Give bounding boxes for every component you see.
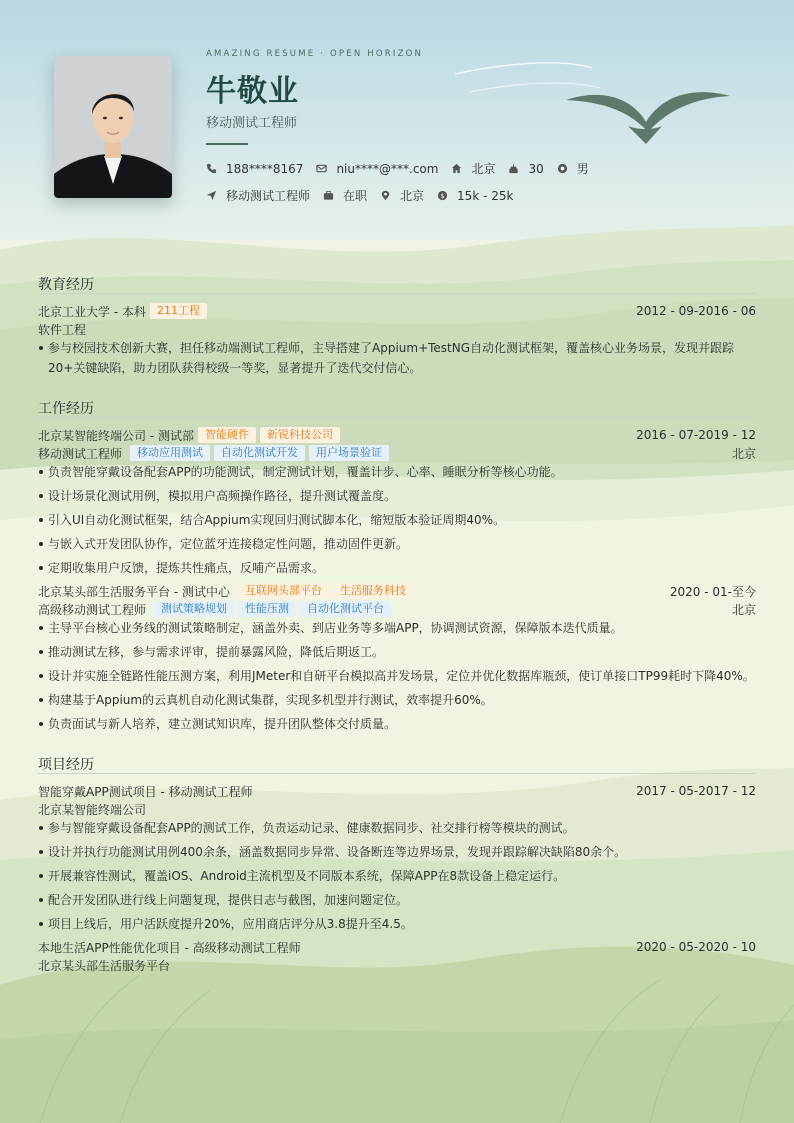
skill-tag: 移动应用测试 (130, 445, 210, 461)
project-org: 北京某头部生活服务平台 (38, 958, 171, 973)
target-role-text: 移动测试工程师 (226, 189, 311, 203)
project-name: 智能穿戴APP测试项目 - 移动测试工程师 (38, 784, 253, 799)
hometown-item (451, 160, 495, 177)
job-period: 2016 - 07-2019 - 12 (636, 428, 756, 442)
age-text: 30 (528, 161, 544, 176)
briefcase-icon (323, 190, 334, 201)
salary-text: 15k - 25k (457, 188, 514, 203)
resume-tagline: AMAZING RESUME · OPEN HORIZON (206, 49, 424, 59)
job-city: 北京 (731, 446, 756, 461)
email-text: niu****@***.com (336, 161, 439, 176)
project-bullet: 设计并执行功能测试用例400余条，涵盖数据同步异常、设备断连等边界场景，发现并跟踪解决缺陷80余个。 (38, 842, 756, 862)
job-bullet: 与嵌入式开发团队协作，定位蓝牙连接稳定性问题，推动固件更新。 (38, 534, 756, 554)
job-intent-row (206, 187, 526, 204)
status-text: 在职 (343, 189, 368, 203)
skill-tag: 用户场景验证 (309, 445, 389, 461)
contact-info-row (206, 160, 602, 177)
gender-item (557, 160, 589, 177)
phone-item (206, 162, 303, 176)
project-period: 2017 - 05-2017 - 12 (636, 784, 756, 798)
project-header-row (38, 938, 756, 956)
work-divider (38, 417, 756, 418)
job-header-row (38, 426, 756, 444)
job-bullet: 负责智能穿戴设备配套APP的功能测试，制定测试计划，覆盖计步、心率、睡眠分析等核心功能。 (38, 462, 756, 482)
job-position: 高级移动测试工程师 (38, 602, 147, 617)
job-bullet: 引入UI自动化测试框架，结合Appium实现回归测试脚本化，缩短版本验证周期40%。 (38, 510, 756, 530)
company-name: 北京某头部生活服务平台 - 测试中心 (38, 584, 230, 599)
company-tag: 智能硬件 (198, 427, 256, 443)
skill-tag: 测试策略规划 (154, 601, 234, 617)
mail-icon (316, 163, 327, 174)
job-position: 移动测试工程师 (38, 446, 123, 461)
school-name: 北京工业大学 - 本科 (38, 304, 146, 319)
job-bullet: 负责面试与新人培养，建立测试知识库，提升团队整体交付质量。 (38, 714, 756, 734)
send-icon (206, 190, 217, 201)
school-tag: 211工程 (150, 303, 207, 319)
status-item (323, 187, 367, 204)
skill-tag: 性能压测 (238, 601, 296, 617)
project-bullet: 配合开发团队进行线上问题复现，提供日志与截图，加速问题定位。 (38, 890, 756, 910)
target-city-item (380, 187, 424, 204)
project-name: 本地生活APP性能优化项目 - 高级移动测试工程师 (38, 940, 301, 955)
education-period: 2012 - 09-2016 - 06 (636, 304, 756, 318)
job-period: 2020 - 01-至今 (669, 584, 756, 599)
projects-divider (38, 773, 756, 774)
gender-icon (557, 163, 568, 174)
project-org-row (38, 800, 756, 818)
company-tag: 互联网头部平台 (238, 583, 329, 599)
major-row (38, 320, 756, 338)
candidate-role: 移动测试工程师 (206, 116, 298, 131)
project-header-row (38, 782, 756, 800)
cake-icon (508, 163, 519, 174)
company-name: 北京某智能终端公司 - 测试部 (38, 428, 194, 443)
phone-text: 188****8167 (226, 161, 304, 176)
job-bullet: 设计并实施全链路性能压测方案，利用JMeter和自研平台模拟高并发场景，定位并优化数据库瓶颈，使订单接口TP99耗时下降40%。 (38, 666, 756, 686)
candidate-name: 牛敬业 (206, 74, 299, 109)
bird-illustration (562, 82, 734, 148)
age-item (508, 162, 543, 176)
money-icon (437, 190, 448, 201)
project-bullet: 参与智能穿戴设备配套APP的测试工作，负责运动记录、健康数据同步、社交排行榜等模块的测试。 (38, 818, 756, 838)
education-bullet: 参与校园技术创新大赛，担任移动端测试工程师，主导搭建了Appium+TestNG自动化测试框架，覆盖核心业务场景，发现并跟踪20+关键缺陷，助力团队获得校级一等奖，显著提升了迭代交付信心。 (38, 338, 756, 378)
header-divider (206, 143, 248, 145)
skill-tag: 自动化测试开发 (214, 445, 305, 461)
job-position-row (38, 600, 756, 618)
company-tag: 生活服务科技 (333, 583, 413, 599)
home-icon (451, 163, 462, 174)
job-bullet: 设计场景化测试用例，模拟用户高频操作路径，提升测试覆盖度。 (38, 486, 756, 506)
job-bullet: 主导平台核心业务线的测试策略制定，涵盖外卖、到店业务等多端APP，协调测试资源，保障版本迭代质量。 (38, 618, 756, 638)
job-position-row (38, 444, 756, 462)
target-city-text: 北京 (400, 189, 425, 203)
work-section-title: 工作经历 (38, 401, 94, 417)
project-period: 2020 - 05-2020 - 10 (636, 940, 756, 954)
job-bullet: 构建基于Appium的云真机自动化测试集群，实现多机型并行测试，效率提升60%。 (38, 690, 756, 710)
project-org: 北京某智能终端公司 (38, 802, 147, 817)
projects-section-title: 项目经历 (38, 757, 94, 773)
job-city: 北京 (731, 602, 756, 617)
gender-text: 男 (576, 162, 589, 176)
major-text: 软件工程 (38, 322, 87, 337)
job-bullet: 推动测试左移，参与需求评审，提前暴露风险，降低后期返工。 (38, 642, 756, 662)
skill-tag: 自动化测试平台 (300, 601, 391, 617)
education-row (38, 302, 756, 320)
job-header-row (38, 582, 756, 600)
salary-item (437, 189, 513, 203)
hometown-text: 北京 (471, 162, 496, 176)
education-divider (38, 293, 756, 294)
target-role-item (206, 187, 310, 204)
profile-photo (54, 56, 172, 198)
email-item (316, 162, 438, 176)
project-org-row (38, 956, 756, 974)
company-tag: 新锐科技公司 (260, 427, 340, 443)
education-section-title: 教育经历 (38, 277, 94, 293)
phone-icon (206, 163, 217, 174)
job-bullet: 定期收集用户反馈，提炼共性痛点，反哺产品需求。 (38, 558, 756, 578)
project-bullet: 项目上线后，用户活跃度提升20%，应用商店评分从3.8提升至4.5。 (38, 914, 756, 934)
project-bullet: 开展兼容性测试，覆盖iOS、Android主流机型及不同版本系统，保障APP在8款设备上稳定运行。 (38, 866, 756, 886)
svg-text:$: $ (440, 191, 445, 200)
location-pin-icon (380, 190, 391, 201)
